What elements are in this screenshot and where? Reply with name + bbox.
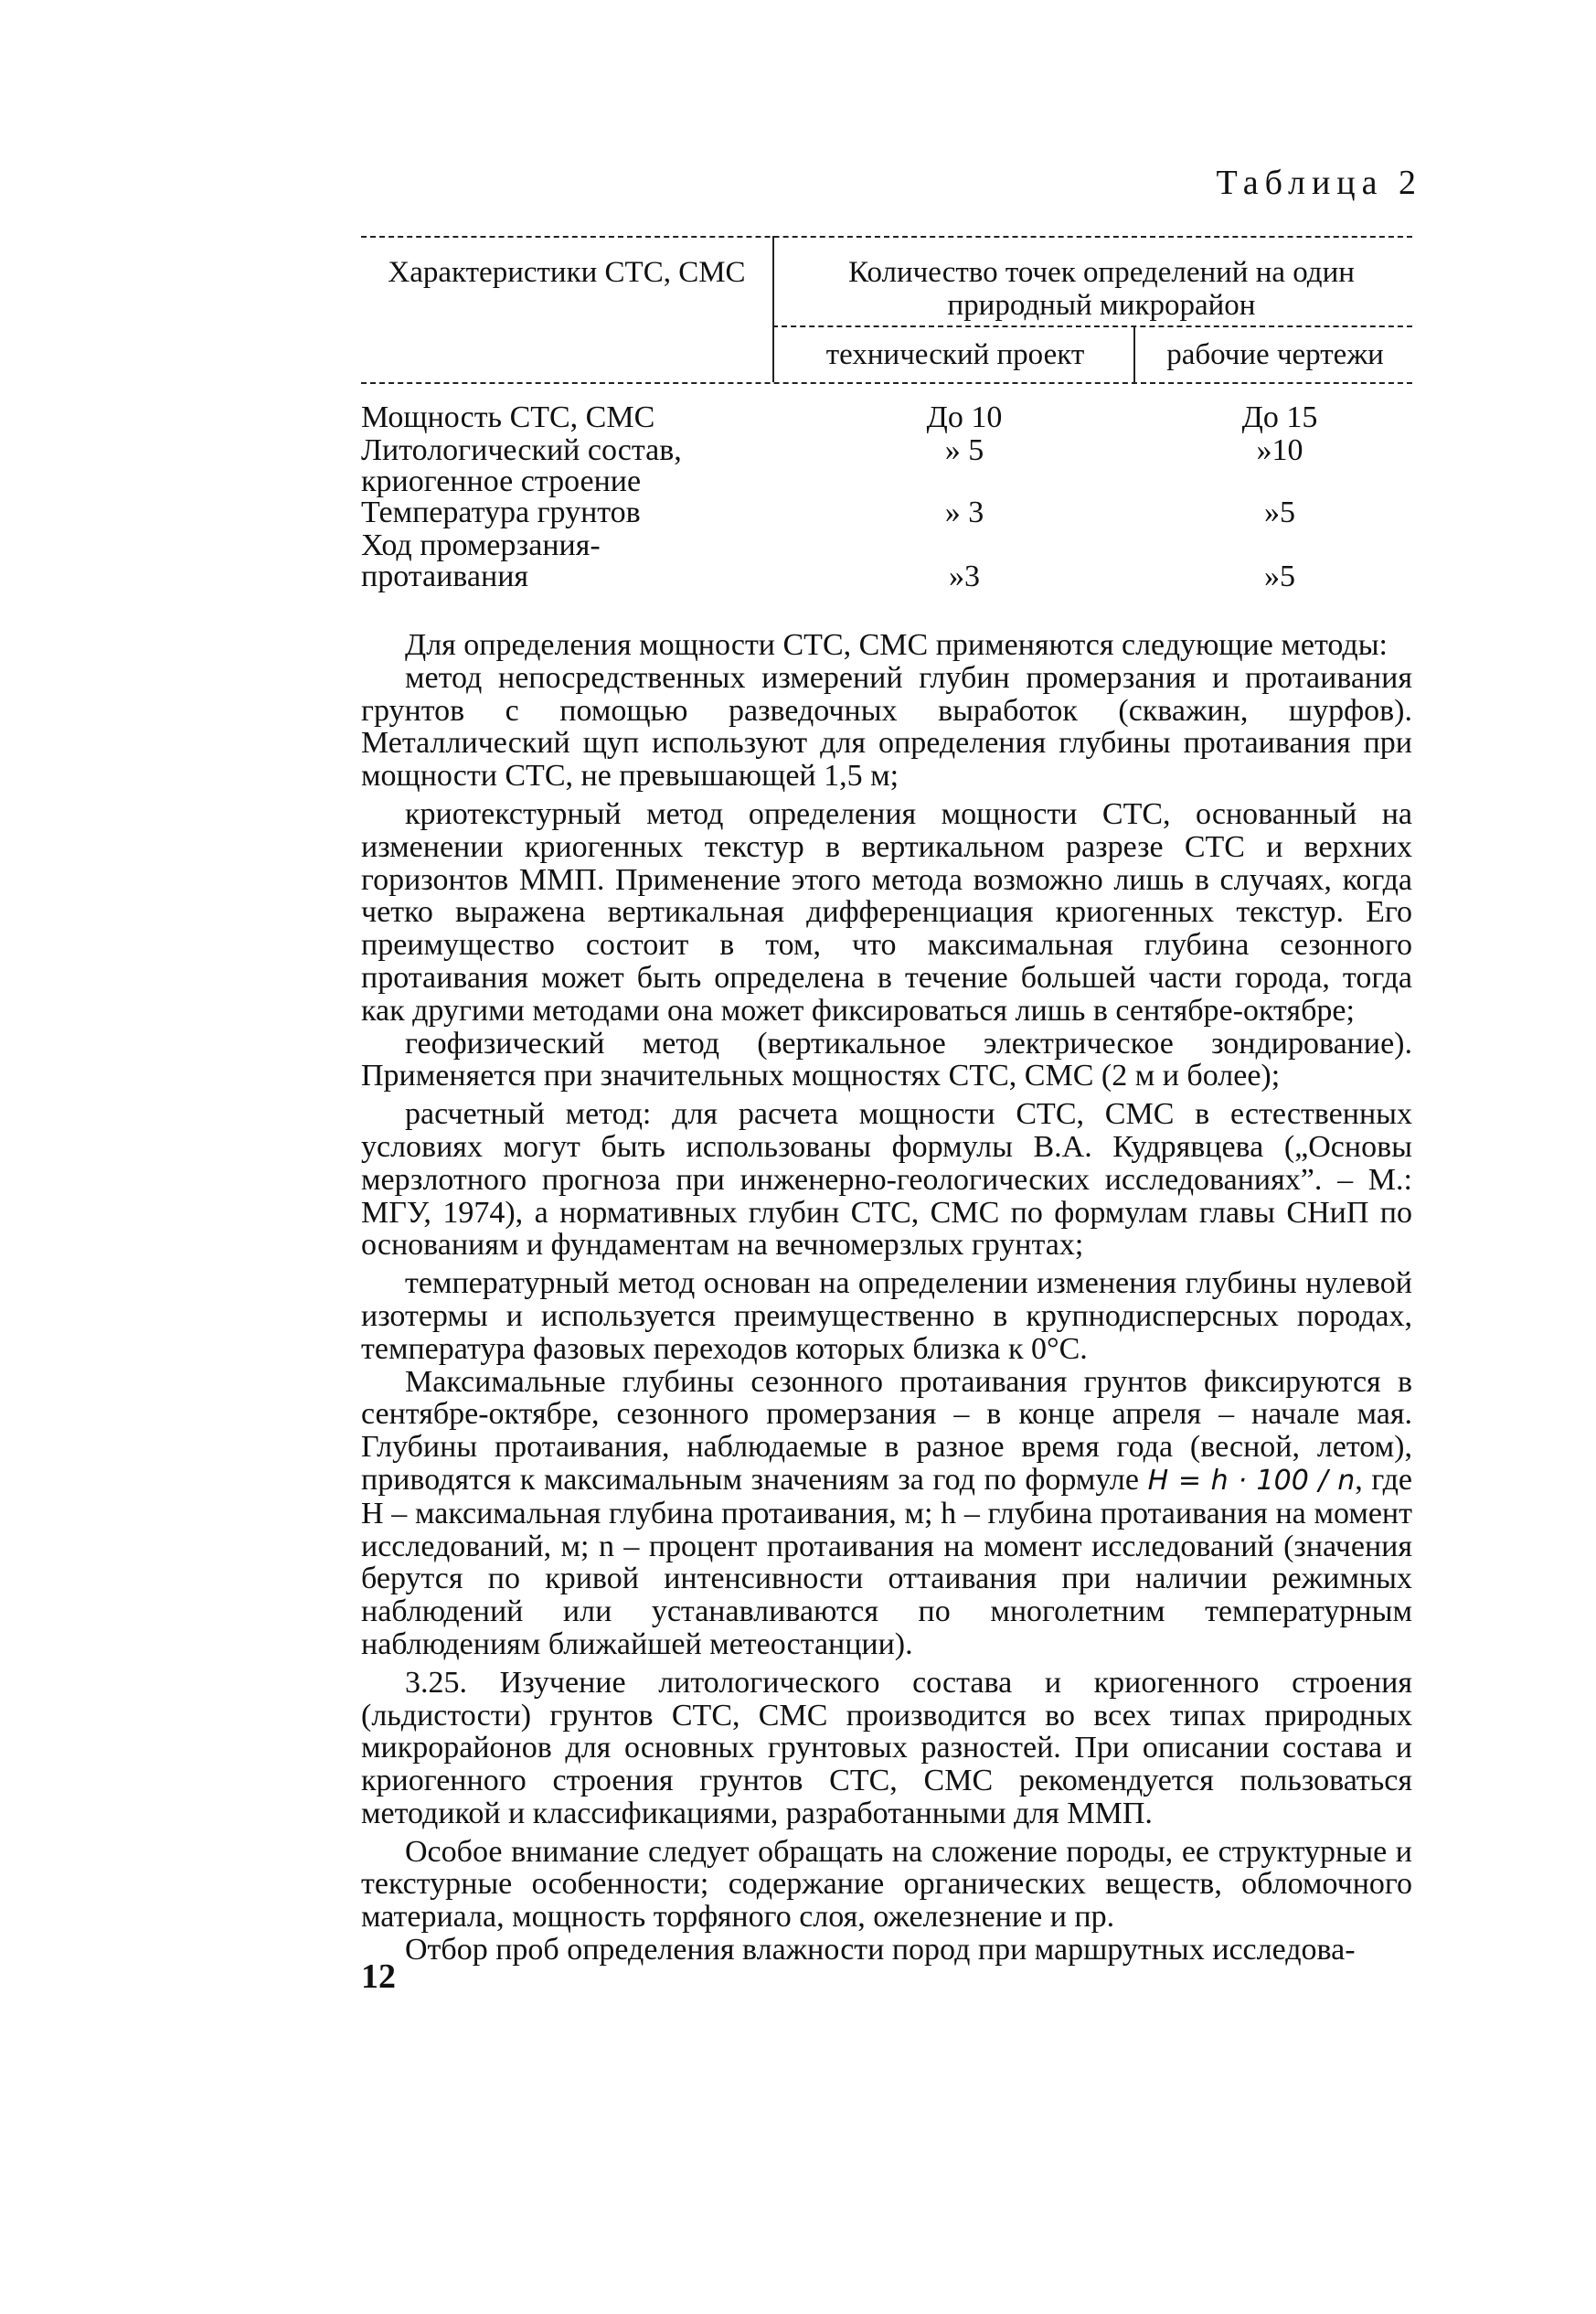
- row-name: Температура грунтов: [361, 496, 641, 529]
- header-technical-project: технический проект: [825, 338, 1085, 371]
- row-name: Литологический состав, криогенное строение: [361, 433, 682, 498]
- paragraph-with-formula: [361, 1366, 1412, 1661]
- paragraph: расчетный метод: для расчета мощности СТС, СМС в естественных условиях могут быть использованы формулы В.А. Кудрявцева („Основы мерзлотного прогноза при инженерно-геологических исследованиях”. – М.: МГУ, 1974), а нормативных глубин СТС, СМС по формулам главы СНиП по основаниям и фундаментам на вечномерзлых грунтах;: [361, 1097, 1412, 1263]
- row-technical-value: » 3: [944, 496, 984, 529]
- row-name: Мощность СТС, СМС: [361, 400, 655, 434]
- paragraph: криотекстурный метод определения мощности СТС, основанный на изменении криогенных текстур в вертикальном разрезе СТС и верхних горизонтов ММП. Применение этого метода возможно лишь в случаях, когда четко выражена вертикальная дифференциация криогенных текстур. Его преимущество состоит в том, что максимальная глубина сезонного протаивания может быть определена в течение большей части города, тогда как другими методами она может фиксироваться лишь в сентябре-октябре;: [361, 796, 1412, 1028]
- paragraph-text: Максимальные глубины сезонного протаивания грунтов фиксируются в сентябре-октябре, сезонного промерзания – в конце апреля – начале мая. Глубины протаивания, наблюдаемые в разное время года (весной, летом), приводятся к максимальным значениям за год по формуле: [361, 1364, 1412, 1497]
- header-group-points: Количество точек определений на один природный микрорайон: [848, 256, 1355, 322]
- body-text: [361, 629, 1412, 1967]
- row-working-value: До 15: [1241, 400, 1318, 434]
- header-mid-rule: [772, 325, 1412, 327]
- header-working-drawings: рабочие чертежи: [1166, 338, 1384, 371]
- paragraph: Отбор проб определения влажности пород при маршрутных исследова-: [405, 1933, 1356, 1967]
- row-working-value: »5: [1264, 560, 1295, 593]
- table-top-rule: [361, 236, 1412, 238]
- page-number: 12: [361, 1957, 396, 1996]
- paragraph: Для определения мощности СТС, СМС применяются следующие методы:: [405, 628, 1388, 662]
- row-name: Ход промерзания-протаивания: [361, 528, 601, 593]
- row-technical-value: » 5: [944, 433, 984, 467]
- row-technical-value: »3: [949, 560, 980, 593]
- header-subcol-divider: [1133, 325, 1135, 382]
- header-characteristics: Характеристики СТС, СМС: [388, 256, 746, 289]
- header-bottom-rule: [361, 382, 1412, 384]
- paragraph-3-25: 3.25. Изучение литологического состава и криогенного строения (льдистости) грунтов СТС, СМС производится во всех типах природных микрорайонов для основных грунтовых разностей. При описании состава и криогенного строения грунтов СТС, СМС рекомендуется пользоваться методикой и классификациями, разработанными для ММП.: [361, 1665, 1412, 1830]
- table-vertical-divider: [772, 236, 774, 382]
- row-working-value: »10: [1256, 433, 1303, 467]
- paragraph: Особое внимание следует обращать на сложение породы, ее структурные и текстурные особенности; содержание органических веществ, обломочного материала, мощность торфяного слоя, ожелезнение и пр.: [361, 1834, 1412, 1935]
- table-caption: Таблица 2: [1216, 164, 1422, 202]
- row-technical-value: До 10: [926, 400, 1003, 434]
- row-working-value: »5: [1264, 496, 1295, 529]
- data-table: [361, 236, 1412, 592]
- formula: H = h · 100 / n: [1147, 1464, 1356, 1497]
- paragraph: геофизический метод (вертикальное электрическое зондирование). Применяется при значительных мощностях СТС, СМС (2 м и более);: [361, 1026, 1412, 1093]
- paragraph: температурный метод основан на определении изменения глубины нулевой изотермы и используется преимущественно в крупнодисперсных породах, температура фазовых переходов которых близка к 0°С.: [361, 1266, 1412, 1366]
- paragraph-text: , где H – максимальная глубина протаивания, м; h – глубина протаивания на момент исследований, м; n – процент протаивания на момент исследований (значения берутся по кривой интенсивности оттаивания при наличии режимных наблюдений или устанавливаются по многолетним температурным наблюдениям ближайшей метеостанции).: [361, 1462, 1413, 1661]
- paragraph: метод непосредственных измерений глубин промерзания и протаивания грунтов с помощью разведочных выработок (скважин, шурфов). Металлический щуп используют для определения глубины протаивания при мощности СТС, не превышающей 1,5 м;: [361, 660, 1412, 794]
